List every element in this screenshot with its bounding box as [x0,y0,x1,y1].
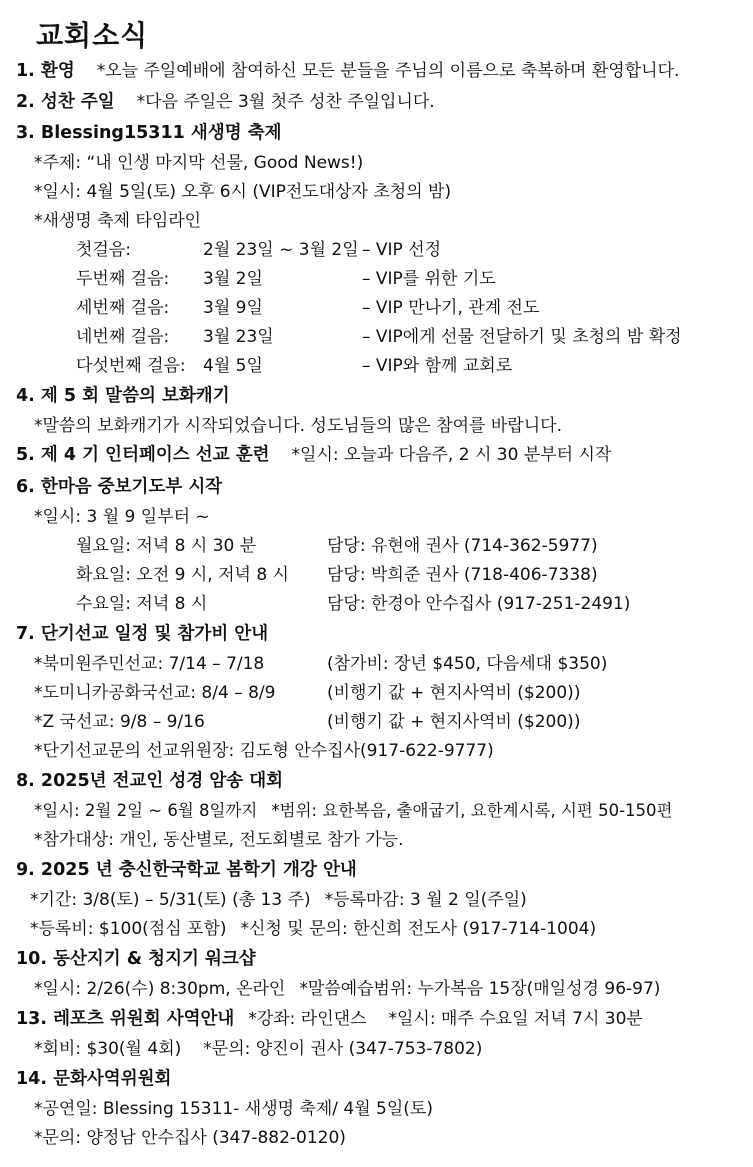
workshop-date: *일시: 2/26(수) 8:30pm, 온라인 [34,979,286,999]
timeline-date: 3월 2일 [203,269,263,289]
section-8-heading: 8. 2025년 전교인 성경 암송 대회 [16,771,284,791]
prayer-start-date: *일시: 3 월 9 일부터 ~ [34,507,210,527]
prayer-leader: 담당: 유현애 권사 (714-362-5977) [327,536,598,556]
sports-date: *일시: 매주 수요일 저녁 7시 30분 [388,1009,643,1029]
prayer-day: 화요일: 오전 9 시, 저녁 8 시 [76,565,289,585]
timeline-step: 네번째 걸음: [76,327,170,347]
section-text: *다음 주일은 3월 첫주 성찬 주일입니다. [136,92,435,112]
school-period-line [30,888,527,914]
prayer-leader: 담당: 박희준 권사 (718-406-7338) [327,565,598,585]
timeline-label: *새생명 축제 타임라인 [34,211,202,231]
section-4-heading: 4. 제 5 회 말씀의 보화캐기 [16,386,230,406]
section-5 [16,443,611,469]
timeline-desc: – VIP와 함께 교회로 [362,356,513,376]
section-14-heading: 14. 문화사역위원회 [16,1069,172,1089]
mission-trip: *Z 국선교: 9/8 – 9/16 [34,712,205,732]
recital-scope: *범위: 요한복음, 출애굽기, 요한계시록, 시편 50-150편 [271,801,673,820]
culture-show: *공연일: Blessing 15311- 새생명 축제/ 4월 5일(토) [34,1099,433,1119]
timeline-date: 3월 9일 [203,298,263,318]
workshop-info [34,977,660,1003]
prayer-day: 월요일: 저녁 8 시 30 분 [76,536,257,556]
school-contact: *신청 및 문의: 한신희 전도사 (917-714-1004) [240,919,597,939]
recital-target: *참가대상: 개인, 동산별로, 전도회별로 참가 가능. [34,830,404,850]
timeline-desc: – VIP를 위한 기도 [362,269,496,289]
school-fee: *등록비: $100(점심 포함) [30,919,227,939]
section-13 [16,1007,643,1033]
timeline-step: 다섯번째 걸음: [76,356,186,376]
timeline-desc: – VIP에게 선물 전달하기 및 초청의 밤 확정 [362,327,682,347]
sports-fee: *회비: $30(월 4회) [34,1039,182,1059]
page-title: 교회소식 [36,19,149,52]
festival-date: *일시: 4월 5일(토) 오후 6시 (VIP전도대상자 초청의 밤) [34,182,452,202]
timeline-date: 4월 5일 [203,356,263,376]
timeline-date: 2월 23일 ~ 3월 2일 [203,240,359,260]
prayer-day: 수요일: 저녁 8 시 [76,594,208,614]
prayer-leader: 담당: 한경아 안수집사 (917-251-2491) [327,594,631,614]
mission-trip: *북미원주민선교: 7/14 – 7/18 [34,654,265,674]
mission-contact: *단기선교문의 선교위원장: 김도형 안수집사(917-622-9777) [34,741,494,761]
section-text: *일시: 오늘과 다음주, 2 시 30 분부터 시작 [291,445,612,465]
culture-contact: *문의: 양정남 안수집사 (347-882-0120) [34,1128,346,1148]
workshop-scope: *말씀예습범위: 누가복음 15장(매일성경 96-97) [299,979,661,999]
section-1 [16,59,679,85]
section-4-text: *말씀의 보화캐기가 시작되었습니다. 성도님들의 많은 참여를 바랍니다. [34,416,562,436]
section-9-heading: 9. 2025 년 충신한국학교 봄학기 개강 안내 [16,860,357,880]
recital-date: *일시: 2월 2일 ~ 6월 8일까지 [34,801,258,820]
festival-theme: *주제: “내 인생 마지막 선물, Good News!) [34,153,364,173]
mission-trip: *도미니카공화국선교: 8/4 – 8/9 [34,683,276,703]
timeline-desc: – VIP 만나기, 관계 전도 [362,298,540,318]
section-3-heading: 3. Blessing15311 새생명 축제 [16,123,282,143]
section-heading: 1. 환영 [16,61,75,81]
section-7-heading: 7. 단기선교 일정 및 참가비 안내 [16,624,269,644]
section-heading: 2. 성찬 주일 [16,92,115,112]
mission-fee: (비행기 값 + 현지사역비 ($200)) [327,683,581,703]
section-10-heading: 10. 동산지기 & 청지기 워크샵 [16,949,256,969]
timeline-step: 첫걸음: [76,240,131,260]
timeline-desc: – VIP 선정 [362,240,442,260]
school-period: *기간: 3/8(토) – 5/31(토) (총 13 주) [30,890,311,910]
section-2 [16,90,435,116]
mission-fee: (비행기 값 + 현지사역비 ($200)) [327,712,581,732]
section-6-heading: 6. 한마음 중보기도부 시작 [16,477,223,497]
recital-info [34,799,673,825]
mission-fee: (참가비: 장년 $450, 다음세대 $350) [327,654,608,674]
sports-contact: *문의: 양진이 권사 (347-753-7802) [203,1039,483,1059]
section-heading: 13. 레포츠 위원회 사역안내 [16,1009,235,1029]
section-text: *오늘 주일예배에 참여하신 모든 분들을 주님의 이름으로 축복하며 환영합니다. [96,61,680,81]
timeline-date: 3월 23일 [203,327,274,347]
timeline-step: 세번째 걸음: [76,298,170,318]
school-deadline: *등록마감: 3 월 2 일(주일) [324,890,527,910]
sports-lecture: *강좌: 라인댄스 [248,1009,367,1029]
section-heading: 5. 제 4 기 인터페이스 선교 훈련 [16,445,270,465]
timeline-step: 두번째 걸음: [76,269,170,289]
sports-fee-line [34,1037,482,1063]
school-fee-line [30,917,596,943]
